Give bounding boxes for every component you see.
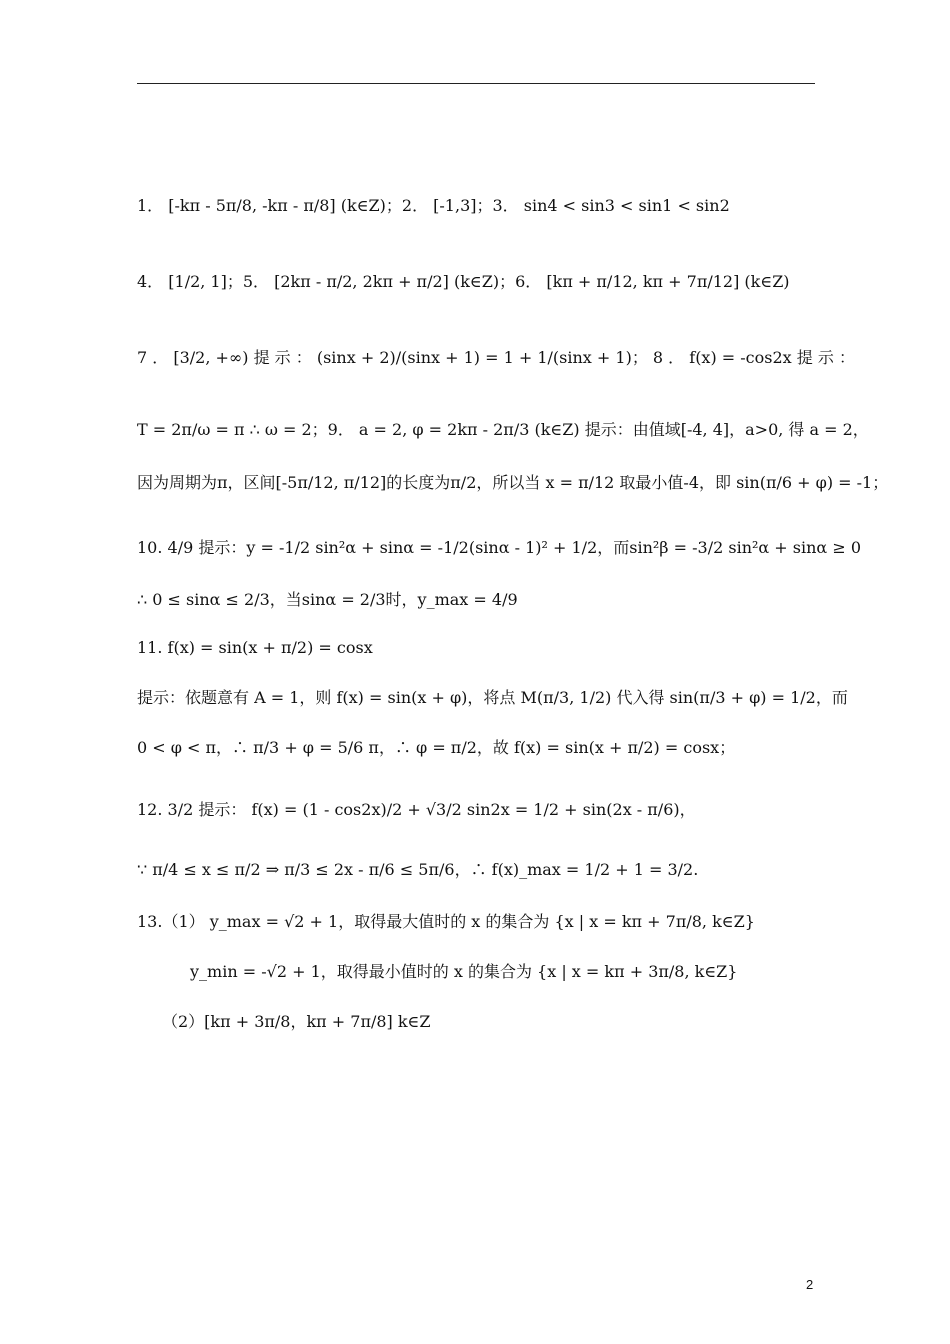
page-number: 2 [806, 1277, 814, 1292]
answer-line-10: 10. 4/9 提示：y = -1/2 sin²α + sinα = -1/2(sinα - 1)² + 1/2，而sin²β = -3/2 sin²α + sinα ≥ 0 [137, 538, 861, 557]
answer-line-9-cont: 因为周期为π，区间[-5π/12, π/12]的长度为π/2，所以当 x = π/12 取最小值-4，即 sin(π/6 + φ) = -1； [137, 473, 889, 492]
answer-line-11-hint: 提示：依题意有 A = 1，则 f(x) = sin(x + φ)，将点 M(π/3, 1/2) 代入得 sin(π/3 + φ) = 1/2，而 [137, 688, 848, 707]
answer-line-12-cont: ∵ π/4 ≤ x ≤ π/2 ⇒ π/3 ≤ 2x - π/6 ≤ 5π/6，∴ f(x)_max = 1/2 + 1 = 3/2. [137, 860, 699, 879]
header-rule [137, 83, 815, 84]
answer-line-12: 12. 3/2 提示： f(x) = (1 - cos2x)/2 + √3/2 sin2x = 1/2 + sin(2x - π/6)， [137, 800, 696, 819]
answer-line-4-6: 4． [1/2, 1]；5． [2kπ - π/2, 2kπ + π/2] (k∈Z)；6． [kπ + π/12, kπ + 7π/12] (k∈Z) [137, 272, 790, 291]
answer-line-10-cont: ∴ 0 ≤ sinα ≤ 2/3，当sinα = 2/3时，y_max = 4/9 [137, 590, 518, 609]
answer-line-13-1-min: y_min = -√2 + 1，取得最小值时的 x 的集合为 {x | x = kπ + 3π/8, k∈Z} [190, 962, 738, 981]
answer-line-11-cont: 0 < φ < π，∴ π/3 + φ = 5/6 π，∴ φ = π/2，故 f(x) = sin(x + π/2) = cosx； [137, 738, 736, 757]
answer-line-13-2: （2）[kπ + 3π/8，kπ + 7π/8] k∈Z [162, 1012, 431, 1031]
answer-line-1: 1． [-kπ - 5π/8, -kπ - π/8] (k∈Z)；2． [-1,3]；3． sin4 < sin3 < sin1 < sin2 [137, 196, 730, 215]
answer-line-7-8: 7 ． [3/2, +∞) 提 示 ： (sinx + 2)/(sinx + 1) = 1 + 1/(sinx + 1)； 8 ． f(x) = -cos2x 提 示 ： [137, 348, 855, 367]
answer-line-13-1: 13.（1） y_max = √2 + 1，取得最大值时的 x 的集合为 {x | x = kπ + 7π/8, k∈Z} [137, 912, 755, 931]
answer-line-11: 11. f(x) = sin(x + π/2) = cosx [137, 638, 373, 657]
answer-line-8-9: T = 2π/ω = π ∴ ω = 2；9． a = 2, φ = 2kπ - 2π/3 (k∈Z) 提示：由值域[-4, 4]，a>0, 得 a = 2， [137, 420, 869, 439]
